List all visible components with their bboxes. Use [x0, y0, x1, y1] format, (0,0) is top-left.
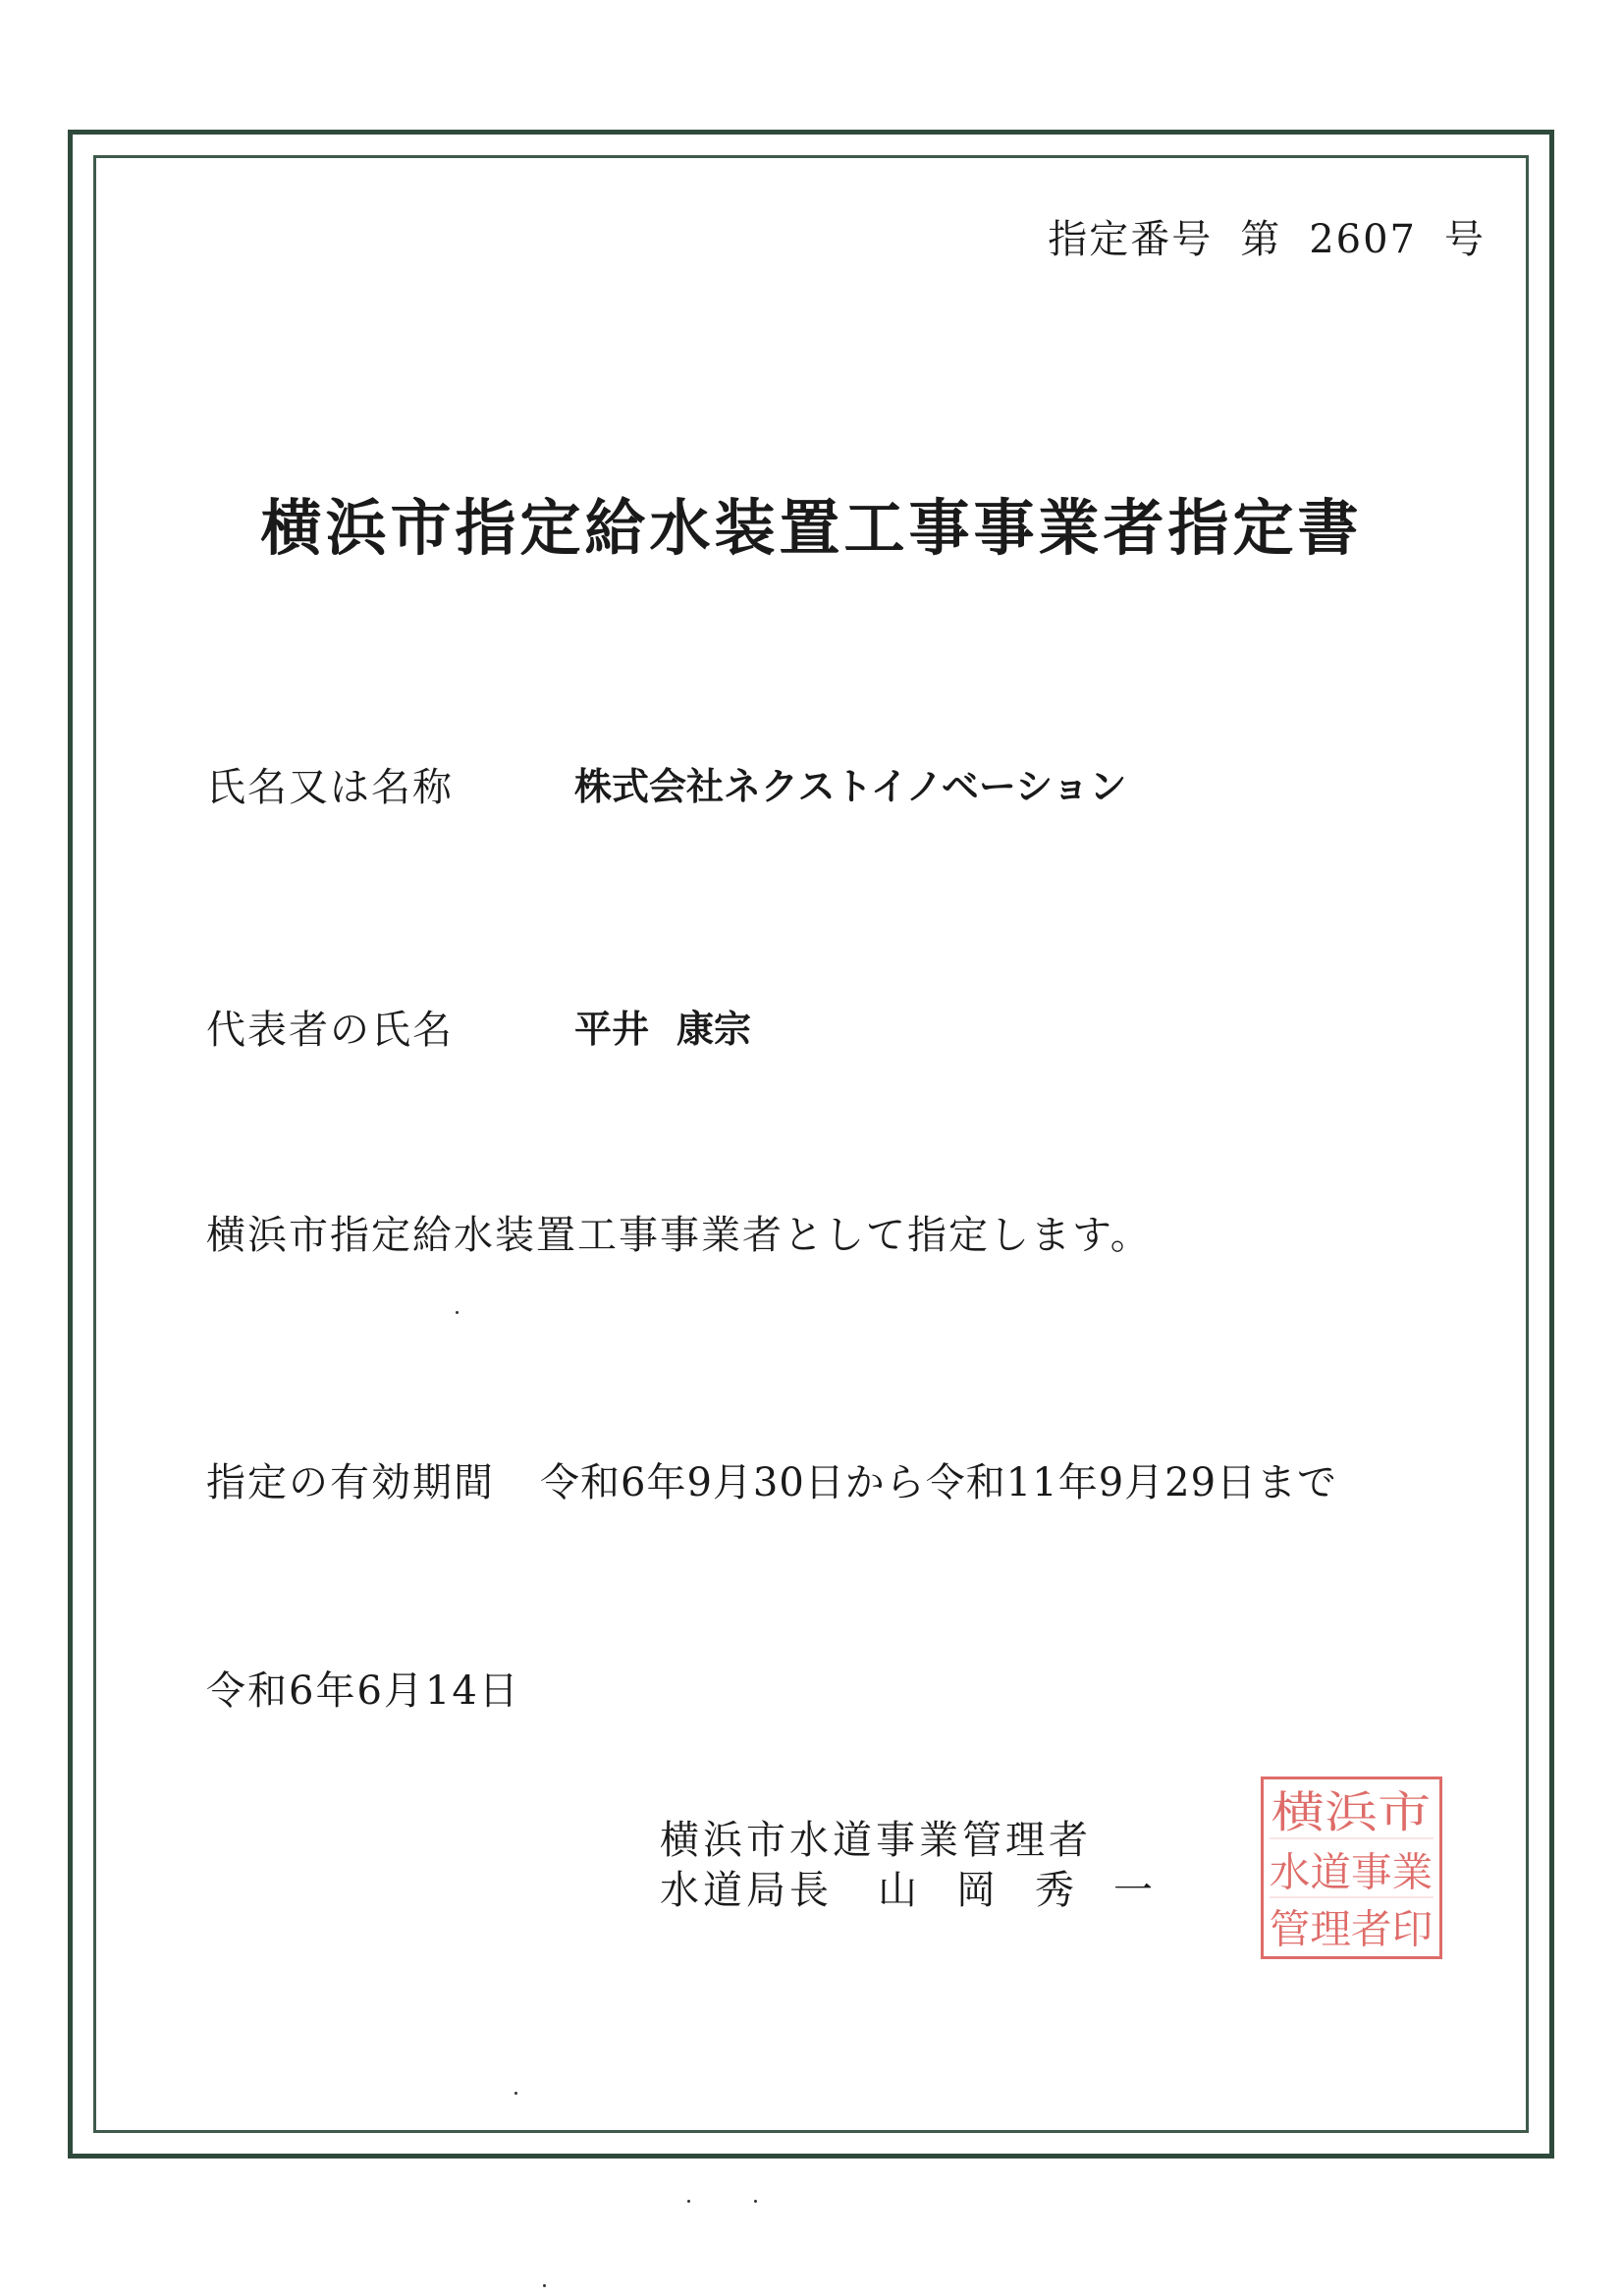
seal-text-line-2: 水道事業 — [1269, 1848, 1434, 1896]
representative-given-name: 康宗 — [676, 1008, 752, 1051]
scan-speck — [456, 1311, 459, 1314]
seal-graphic — [1264, 1779, 1439, 1956]
scan-speck — [687, 2200, 690, 2203]
designation-statement: 横浜市指定給水装置工事事業者として指定します。 — [206, 1213, 1152, 1258]
issuer-title: 水道局長 — [660, 1868, 833, 1913]
designation-number-value: 2607 — [1309, 217, 1417, 262]
scan-speck — [514, 2092, 517, 2095]
scan-speck — [543, 2284, 546, 2287]
company-name: 株式会社ネクストイノベーション — [574, 765, 1127, 808]
issuer-name: 山岡秀一 — [878, 1868, 1192, 1913]
seal-text-line-3: 管理者印 — [1269, 1905, 1434, 1953]
official-seal-stamp — [1261, 1777, 1442, 1959]
scan-speck — [754, 2200, 757, 2203]
issuer-organization: 横浜市水道事業管理者 — [660, 1818, 1092, 1863]
designation-number-label: 指定番号 — [1048, 217, 1214, 262]
document-title: 横浜市指定給水装置工事事業者指定書 — [260, 492, 1363, 564]
validity-label: 指定の有効期間 — [206, 1460, 495, 1505]
seal-text-line-1: 横浜市 — [1271, 1787, 1432, 1838]
issue-date: 令和6年6月14日 — [206, 1668, 520, 1714]
designation-number-suffix: 号 — [1444, 217, 1486, 262]
representative-name — [574, 999, 751, 1053]
validity-period: 令和6年9月30日から令和11年9月29日まで — [540, 1460, 1338, 1505]
issuer-signature-line — [660, 1859, 1192, 1915]
designation-number — [1048, 208, 1486, 264]
name-label: 氏名又は名称 — [206, 765, 454, 810]
representative-label: 代表者の氏名 — [206, 1008, 454, 1053]
representative-family-name: 平井 — [574, 1008, 650, 1051]
designation-number-prefix: 第 — [1240, 217, 1282, 262]
